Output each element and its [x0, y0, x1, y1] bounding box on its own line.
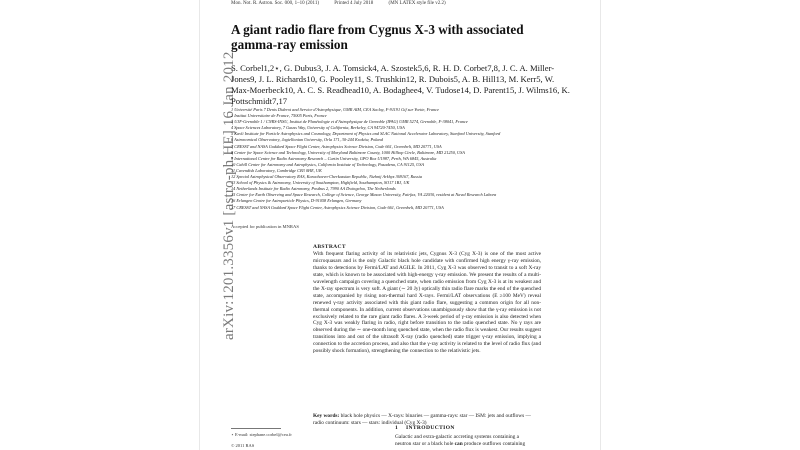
paper-title: A giant radio flare from Cygnus X-3 with associated gamma-ray emission — [231, 22, 524, 52]
affiliation-item: 3 UJF-Grenoble 1 / CNRS-INSU, Institut de Planétologie et d'Astrophysique de Grenoble (IPAG) UMR 5274, Grenoble, F-38041, France — [231, 119, 468, 125]
affiliation-item: 2 Institut Universitaire de France, 75005 Paris, France — [231, 113, 327, 119]
affiliation-item: 10 Cahill Center for Astronomy and Astrophysics, California Institute of Technology, Pasadena, CA 91125, USA — [231, 161, 425, 167]
intro-text: neutron star or a black hole — [395, 440, 455, 447]
author-list: S. Corbel1,2⋆, G. Dubus3, J. A. Tomsick4, A. Szostek5,6, R. H. D. Corbet7,8, J. C. A. Miller-Jones9, J. L. Richards10, G. Pooley11, S. Trushkin12, R. Dubois5, A. B. Hill13, M. Kerr5, W. Max-Moerbeck10, A. C. S. Readhead10, A. Bodaghee4, V. Tudose14, D. Parent15, J. Wilms16, K. Pottschmidt7,17 — [231, 63, 570, 107]
footnote-email: ⋆ E-mail: stephane.corbel@cea.fr — [231, 432, 292, 437]
arxiv-stamp: arXiv:1201.3356v1 [astro-ph.HE] 16 Jan 2012 — [221, 51, 237, 340]
keywords-label: Key words: — [313, 413, 340, 419]
header-journal: Mon. Not. R. Astron. Soc. 000, 1–10 (2011) — [231, 1, 320, 6]
footnote-rule — [231, 428, 281, 429]
intro-text: produce outflows containing — [462, 440, 526, 447]
affiliation-item: 8 Center for Space Science and Technology, University of Maryland Baltimore County, 1000 Hilltop Circle, Baltimore, MD 21250, USA — [231, 149, 465, 155]
affiliation-item: 13 School of Physics & Astronomy, University of Southampton, Highfield, Southampton, SO17 1BJ, UK — [231, 180, 410, 186]
introduction-text — [395, 434, 545, 448]
copyright-notice: © 2011 RAS — [231, 443, 255, 448]
header-printed: Printed 4 July 2018 — [334, 1, 374, 6]
affiliation-item: 11 Cavendish Laboratory, Cambridge CB3 0HE, UK — [231, 167, 322, 173]
affiliation-item: 16 Erlangen Centre for Astroparticle Physics, D-91058 Erlangen, Germany — [231, 198, 362, 204]
affiliation-item: 15 Center for Earth Observing and Space Research, College of Science, George Mason University, Fairfax, VA 22030, resident at Naval Research Labora — [231, 192, 497, 198]
affiliation-item: 7 CRESST and NASA Goddard Space Flight Center, Astrophysics Science Division, Code 661, Greenbelt, MD 20771, USA — [231, 143, 442, 149]
page-edge-right — [600, 0, 601, 450]
intro-text-bold: can — [454, 440, 463, 447]
acceptance-note: Accepted for publication in MNRAS — [231, 224, 299, 229]
affiliation-item: 17 CRESST and NASA Goddard Space Flight Center, Astrophysics Science Division, Code 661, Greenbelt, MD 20771, USA — [231, 204, 444, 210]
section-heading-introduction — [395, 425, 455, 431]
running-header — [231, 1, 460, 6]
intro-line: Galactic and extra-galactic accreting systems containing a — [395, 434, 520, 440]
abstract-heading: ABSTRACT — [313, 244, 346, 250]
affiliation-item: 5 Kavli Institute for Particle Astrophysics and Cosmology, Department of Physics and SLAC National Accelerator Laboratory, Stanford University, Stanford — [231, 131, 501, 137]
keywords-text: black hole physics — X-rays: binaries — gamma-rays: star — ISM: jets and outflows — radio continuum: stars — stars: individual (Cyg X-3) — [313, 413, 531, 426]
affiliation-item: 1 Université Paris 7 Denis Diderot and Service d'Astrophysique, UMR AIM, CEA Saclay, F-91191 Gif sur Yvette, France — [231, 107, 439, 112]
affiliation-item: 6 Astronomical Observatory, Jagiellonian University, Orla 171, 30-244 Kraków, Poland — [231, 137, 383, 143]
section-title: INTRODUCTION — [405, 425, 455, 431]
abstract-section — [313, 244, 541, 355]
intro-line — [395, 441, 545, 448]
abstract-body: With frequent flaring activity of its relativistic jets, Cygnus X-3 (Cyg X-3) is one of the most active microquasars and is the only Galactic black hole candidate with confirmed high energy γ-ray emission, thanks to detections by Fermi/LAT and AGILE. In 2011, Cyg X-3 was observed to transit to a soft X-ray state, which is known to be associated with high-energy γ-ray emission. We present the results of a multi-wavelength campaign covering a quenched state, when radio emission from Cyg X-3 is at its weakest and the X-ray spectrum is very soft. A giant (∼ 20 Jy) optically thin radio flare marks the end of the quenched state, accompanied by rising non-thermal hard X-rays. Fermi/LAT observations (E ≥100 MeV) reveal renewed γ-ray activity associated with this giant radio flare, suggesting a common origin for all non-thermal components. In addition, current observations unambiguously show that the γ-ray emission is not exclusively related to the rare giant radio flares. A 3-week period of γ-ray emission is also detected when Cyg X-3 was weakly flaring in radio, right before transition to the radio quenched state. No γ rays are observed during the ∼ one-month long quenched state, when the radio flux is weakest. Our results suggest transitions into and out of the ultrasoft X-ray (radio quenched) state trigger γ-ray emission, implying a connection to the accretion process, and also that the γ-ray activity is related to the level of radio flux (and possibly shock formation), strengthening the connection to the relativistic jets. — [313, 250, 541, 355]
affiliation-item: 4 Space Sciences Laboratory, 7 Gauss Way, University of California, Berkeley, CA 94720-7450, USA — [231, 125, 405, 131]
affiliation-item: 14 Netherlands Institute for Radio Astronomy, Postbus 2, 7990 AA Dwingeloo, The Netherlands — [231, 186, 396, 192]
section-number: 1 — [395, 425, 399, 431]
header-style: (MN LATEX style file v2.2) — [388, 1, 446, 6]
affiliation-item: 9 International Centre for Radio Astronomy Research – Curtin University, GPO Box U1987, Perth, WA 6845, Australia — [231, 155, 437, 161]
affiliation-item: 12 Special Astrophysical Observatory RAS, Karachaevo-Cherkassian Republic, Nizhnij Arkhyz 369167, Russia — [231, 174, 422, 180]
affiliation-list — [231, 107, 601, 211]
